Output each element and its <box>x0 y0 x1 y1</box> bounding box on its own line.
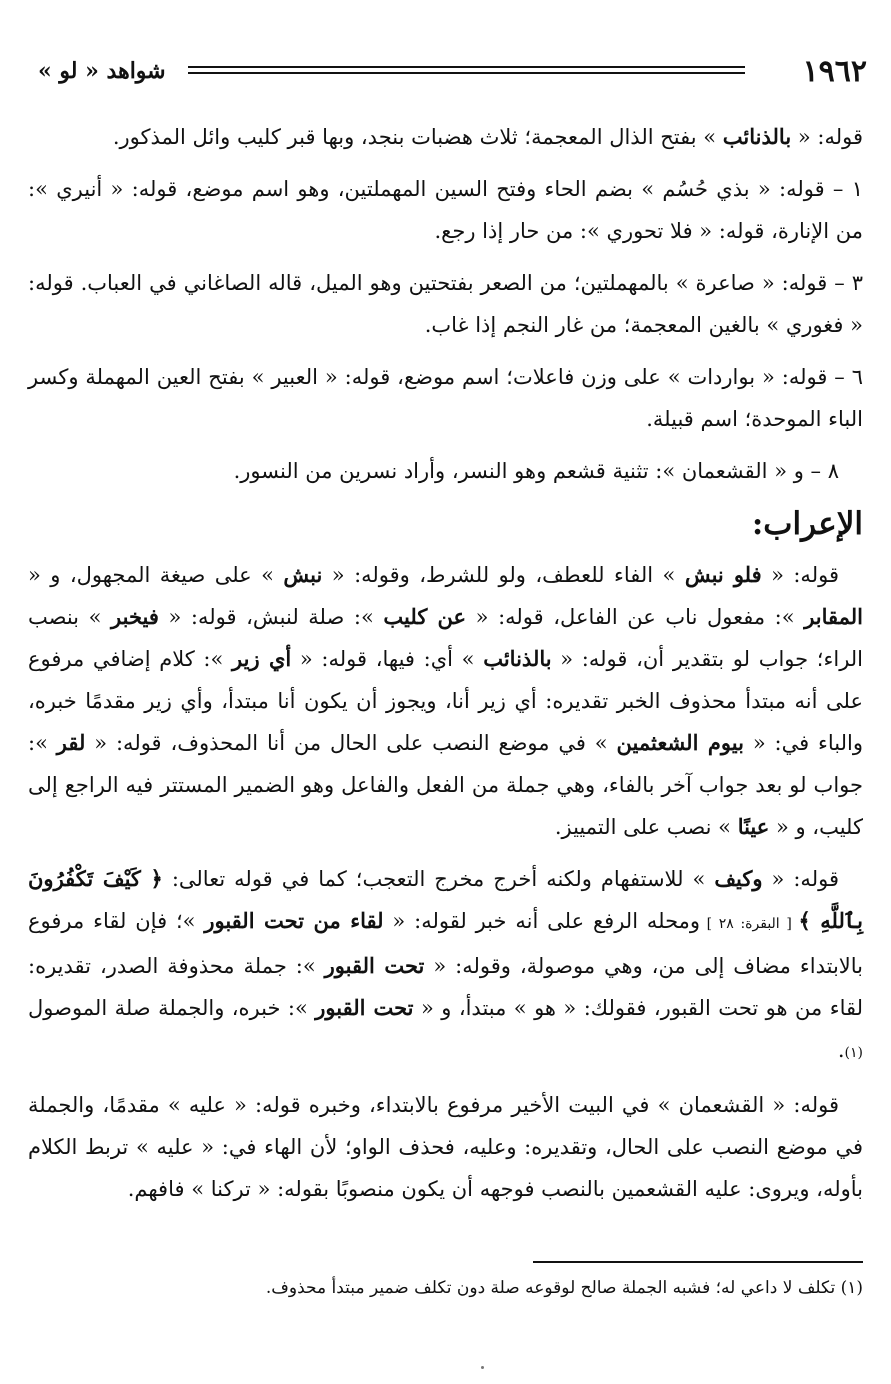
bold-term: أي زير <box>232 646 292 671</box>
quran-verse: ﴿ كَيْفَ تَكْفُرُونَ بِٱللَّهِ ﴾ <box>28 866 863 933</box>
text: »: خبره، والجملة صلة الموصول <box>28 996 316 1020</box>
page-number: ١٩٦٢ <box>802 54 867 89</box>
print-speck <box>481 1366 484 1369</box>
text: » أي: فيها، قوله: « <box>291 647 484 671</box>
bold-term: عن كليب <box>383 604 467 629</box>
text: . <box>837 1038 845 1062</box>
section-heading-irab: الإعراب: <box>751 506 863 542</box>
bold-term: لقر <box>56 730 86 755</box>
bold-term: بالذنائب <box>483 646 552 671</box>
text: قوله: « <box>791 125 863 149</box>
text: قوله: « <box>762 867 839 891</box>
bold-term: وكيف <box>714 866 763 891</box>
page-body <box>28 116 863 1220</box>
text: »: صلة لنبش، قوله: « <box>158 605 384 629</box>
footnote-marker: (١) <box>844 1045 863 1061</box>
bold-term: عينًا <box>737 814 770 839</box>
text: » نصب على التمييز. <box>554 815 738 839</box>
bold-term: تحت القبور <box>315 995 414 1020</box>
text: »: جملة محذوفة الصدر، تقديره: لقاء من هو تحت القبور، فقولك: « هو » مبتدأ، و « <box>28 954 863 1020</box>
text: ومحله الرفع على أنه خبر لقوله: « <box>383 909 701 933</box>
bold-term: بيوم الشعثمين <box>616 730 744 755</box>
bold-term: المقابر <box>804 604 864 629</box>
header-rule <box>188 66 745 74</box>
text: »: مفعول ناب عن الفاعل، قوله: « <box>466 605 805 629</box>
bold-term: نبش <box>283 562 323 587</box>
text: » للاستفهام ولكنه أخرج مخرج التعجب؛ كما في قوله تعالى: <box>162 867 715 891</box>
lexicon-paragraph: ٨ – و « القشعمان »: تثنية قشعم وهو النسر، وأراد نسرين من النسور. <box>233 459 839 483</box>
text: » بنصب الراء؛ جواب لو بتقدير أن، قوله: « <box>28 605 864 671</box>
lexicon-paragraph: ٣ – قوله: « صاعرة » بالمهملتين؛ من الصعر بفتحتين وهو الميل، قاله الصاغاني في العباب. قوله: « فغوري » بالغين المعجمة؛ من غار النجم إذا غاب. <box>28 271 863 337</box>
text: »: جواب لو بعد جواب آخر بالفاء، وهي جملة من الفعل والفاعل وهو الضمير المستتر فيه الراجع إلى كليب، و « <box>28 731 863 839</box>
bold-term: تحت القبور <box>324 953 425 978</box>
lexicon-paragraph: ٦ – قوله: « بواردات » على وزن فاعلات؛ اسم موضع، قوله: « العبير » بفتح العين المهملة وكسر الباء الموحدة؛ اسم قبيلة. <box>28 365 863 431</box>
running-title: شواهد « لو » <box>38 58 166 84</box>
bold-term: لقاء من تحت القبور <box>204 908 384 933</box>
text: » في موضع النصب على الحال من أنا المحذوف، قوله: « <box>85 731 617 755</box>
bold-term: فيخبر <box>111 604 159 629</box>
text: »: كلام إضافي مرفوع على أنه مبتدأ محذوف الخبر تقديره: أي زير أنا، ويجوز أن يكون أنا مبتدأ، وأي زير مقدمًا خبره، والباء في: « <box>28 647 863 755</box>
verse-reference: [ البقرة: ٢٨ ] <box>700 916 799 932</box>
text: » على صيغة المجهول، و « <box>28 563 284 587</box>
irab-paragraph <box>28 858 863 1074</box>
footnote-rule <box>533 1261 863 1263</box>
text: » بفتح الذال المعجمة؛ ثلاث هضبات بنجد، وبها قبر كليب وائل المذكور. <box>112 125 723 149</box>
footnote: (١) تكلف لا داعي له؛ فشبه الجملة صالح لوقوعه صلة دون تكلف ضمير مبتدأ محذوف. <box>265 1278 863 1298</box>
text: »؛ فإن لقاء مرفوع بالابتداء مضاف إلى من، وهي موصولة، وقوله: « <box>28 909 864 978</box>
page-header <box>38 52 867 92</box>
bold-term: بالذنائب <box>722 124 792 149</box>
text: » الفاء للعطف، ولو للشرط، وقوله: « <box>322 563 685 587</box>
lexicon-paragraph: ١ – قوله: « بذي حُسُم » بضم الحاء وفتح السين المهملتين، وهو اسم موضع، قوله: « أنيري »: من الإنارة، قوله: « فلا تحوري »: من حار إذا رجع. <box>28 177 863 243</box>
text: قوله: « <box>761 563 839 587</box>
irab-paragraph: قوله: « القشعمان » في البيت الأخير مرفوع بالابتداء، وخبره قوله: « عليه » مقدمًا، والجملة في موضع النصب على الحال، وتقديره: وعليه، فحذف الواو؛ لأن الهاء في: « عليه » تربط الكلام بأوله، ويروى: عليه القشعمين بالنصب فوجهه أن يكون منصوبًا بقوله: « تركنا » فافهم. <box>28 1093 863 1201</box>
bold-term: فلو نبش <box>684 562 762 587</box>
lexicon-paragraph <box>28 116 863 158</box>
irab-paragraph <box>28 554 863 848</box>
